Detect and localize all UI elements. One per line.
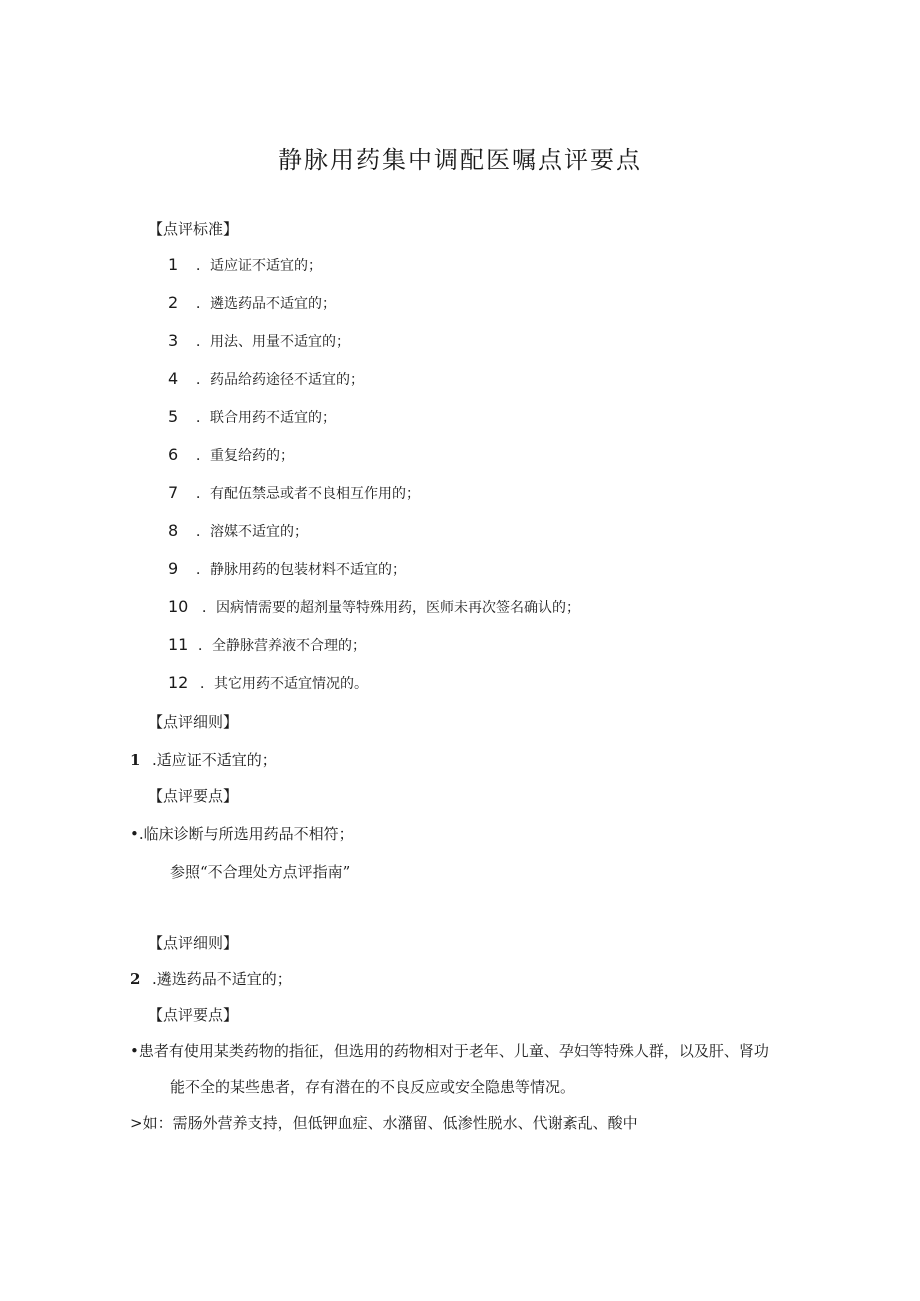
- item-text: ．因病情需要的超剂量等特殊用药，医师未再次签名确认的；: [202, 600, 580, 616]
- item-number: 11: [168, 635, 189, 654]
- detail-header: 【点评细则】: [148, 713, 239, 731]
- list-item: [168, 255, 322, 275]
- section-heading: [130, 968, 292, 989]
- list-item: [168, 445, 294, 465]
- item-text: ．溶媒不适宜的；: [196, 524, 308, 540]
- item-number: 1: [168, 255, 179, 274]
- standard-header: 【点评标准】: [148, 220, 239, 238]
- bullet-continuation: 能不全的某些患者，存有潜在的不良反应或安全隐患等情况。: [170, 1078, 576, 1096]
- list-item: [168, 597, 580, 617]
- item-number: 4: [168, 369, 179, 388]
- points-header: 【点评要点】: [148, 1006, 239, 1024]
- item-number: 7: [168, 483, 179, 502]
- section-number: 1: [130, 751, 141, 769]
- item-text: ．静脉用药的包装材料不适宜的；: [196, 562, 406, 578]
- item-number: 5: [168, 407, 179, 426]
- reference-text: 参照“不合理处方点评指南”: [170, 863, 351, 881]
- list-item: [168, 673, 368, 693]
- item-text: ．药品给药途径不适宜的；: [196, 372, 364, 388]
- section-text: .适应证不适宜的；: [152, 751, 277, 769]
- list-item: [168, 559, 406, 579]
- example-text: >如：需肠外营养支持，但低钾血症、水潴留、低渗性脱水、代谢紊乱、酸中: [130, 1114, 638, 1132]
- list-item: [168, 521, 308, 541]
- page-title: 静脉用药集中调配医嘱点评要点: [278, 146, 642, 174]
- detail-header: 【点评细则】: [148, 934, 239, 952]
- item-number: 12: [168, 673, 189, 692]
- points-header: 【点评要点】: [148, 787, 239, 805]
- section-heading: [130, 749, 277, 770]
- item-number: 3: [168, 331, 179, 350]
- item-text: ．适应证不适宜的；: [196, 258, 322, 274]
- bullet-point: •.临床诊断与所选用药品不相符；: [130, 825, 354, 843]
- list-item: [168, 369, 364, 389]
- item-text: ．用法、用量不适宜的；: [196, 334, 350, 350]
- item-text: ．联合用药不适宜的；: [196, 410, 336, 426]
- bullet-point: •患者有使用某类药物的指征，但选用的药物相对于老年、儿童、孕妇等特殊人群，以及肝、肾功: [130, 1042, 769, 1060]
- section-number: 2: [130, 970, 141, 988]
- item-number: 9: [168, 559, 179, 578]
- item-text: ．有配伍禁忌或者不良相互作用的；: [196, 486, 420, 502]
- section-text: .遴选药品不适宜的；: [152, 970, 292, 988]
- item-text: ．其它用药不适宜情况的。: [200, 676, 368, 692]
- item-text: ．全静脉营养液不合理的；: [198, 638, 366, 654]
- list-item: [168, 635, 366, 655]
- list-item: [168, 293, 336, 313]
- item-text: ．重复给药的；: [196, 448, 294, 464]
- item-number: 6: [168, 445, 179, 464]
- item-number: 10: [168, 597, 189, 616]
- item-text: ．遴选药品不适宜的；: [196, 296, 336, 312]
- item-number: 8: [168, 521, 179, 540]
- list-item: [168, 331, 350, 351]
- list-item: [168, 483, 420, 503]
- item-number: 2: [168, 293, 179, 312]
- list-item: [168, 407, 336, 427]
